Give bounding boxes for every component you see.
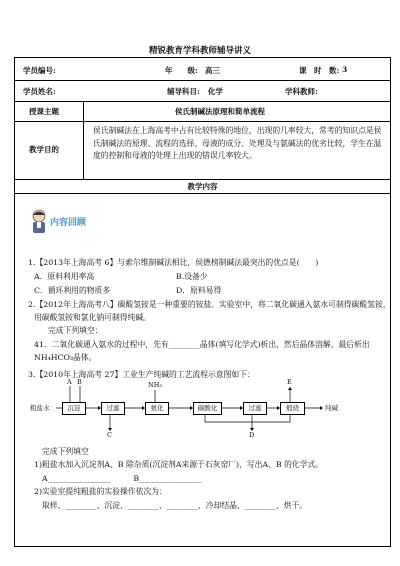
flow-input-b: B [77,378,82,386]
q1-option-c: C．循环利用的物质多 [34,286,111,295]
flow-output-e: E [287,378,292,386]
topic-value: 侯氏制碱法原理和简单流程 [175,107,265,116]
subject-value: 化学 [208,87,223,96]
content-header: 教学内容 [187,182,218,191]
q2-line-4: 41．二氧化碳通入氨水的过程中，先有________晶体(填写化学式)析出，然后晶体溶解，最后析出 [34,340,370,349]
topic-label: 授课主题 [29,107,59,116]
flow-step-filter-1: 过滤 [101,402,125,415]
teacher-label: 学科教师: [285,87,318,96]
flow-step-precipitate: 沉淀 [62,402,86,415]
flow-output-d: D [249,431,255,439]
subject-label: 辅导科目: [167,87,200,96]
student-no-label: 学员编号: [23,66,56,75]
info-row-2 [15,80,390,102]
q3-sub-2: 2)实验室提纯粗盐的实验操作依次为： [34,487,167,496]
objective-label: 教学目的 [29,145,59,154]
grade-label: 年 级: [165,66,198,75]
q3-sub-1-answer: A________________ B________________ [42,474,202,483]
objective-text: 侯氏制碱法在上海高考中占有比较特殊的地位，出现的几率较大，常考的知识点是侯氏制碱法的原理、流程的选择、母液的成分、处理及与氨碱法的优劣比较，学生在温度的控制和母液的处理上出现的错误几率较大。 [93,126,382,160]
flow-start-label: 粗盐水 [30,404,50,412]
q1-option-a: A．原料利用率高 [34,272,95,281]
flow-step-calcine: 煅烧 [280,402,305,415]
objective-divider [83,121,84,179]
flow-end-label: 纯碱 [325,404,338,412]
lesson-label: 课 时 数: [299,66,340,75]
q2-line-3: 完成下列填空： [48,326,103,335]
topic-divider [83,101,84,121]
info-row-1 [15,58,390,81]
topic-row [15,101,390,122]
student-name-label: 学员姓名: [23,87,56,96]
flow-input-nh3: NH₃ [148,381,162,389]
flow-step-filter-2: 过滤 [243,402,267,415]
flow-step-ammoniate: 氨化 [145,402,169,415]
flow-step-carbonate: 碳酸化 [193,402,222,415]
objective-row [15,121,390,180]
q2-line-5: NH₄HCO₃晶体。 [34,353,97,362]
flow-input-a: A [67,378,72,386]
flow-output-c: C [107,431,112,439]
q3-fill-instruction: 完成下列填空 [42,447,89,456]
grade-value: 高三 [205,66,220,75]
review-badge [28,208,128,234]
content-header-row [15,179,390,194]
q1-option-b: B.设备少 [176,272,208,281]
q1-option-d: D．原料易得 [176,286,222,295]
teacher-avatar-icon [28,208,50,234]
lesson-value: 3 [342,65,348,74]
q1-stem: 1.【2013年上海高考 6】与索尔维制碱法相比，侯德榜制碱法最突出的优点是( ) [28,258,319,267]
q3-sub-1: 1)粗盐水加入沉淀剂A、B 除杂质(沉淀剂A来源于石灰窑厂)，写出A、B 的化学式。 [34,460,324,469]
q3-stem: 3.【2010年上海高考 27】工业生产纯碱的工艺流程示意图如下： [28,370,255,379]
review-label: 内容回顾 [50,218,87,228]
q3-sub-2-answer: 取样、________、沉淀、________、________、冷却结晶、________、烘干。 [42,501,308,510]
q2-line-2: 用碳酸氢铵和氯化钠可制得纯碱。 [34,313,151,322]
page-title: 精锐教育学科教师辅导讲义 [148,46,251,56]
q2-line-1: 2.【2012年上海高考八】碳酸氢铵是一种重要的铵盐。实验室中，将二氧化碳通入氨水可制得碳酸氢铵， [28,300,391,309]
